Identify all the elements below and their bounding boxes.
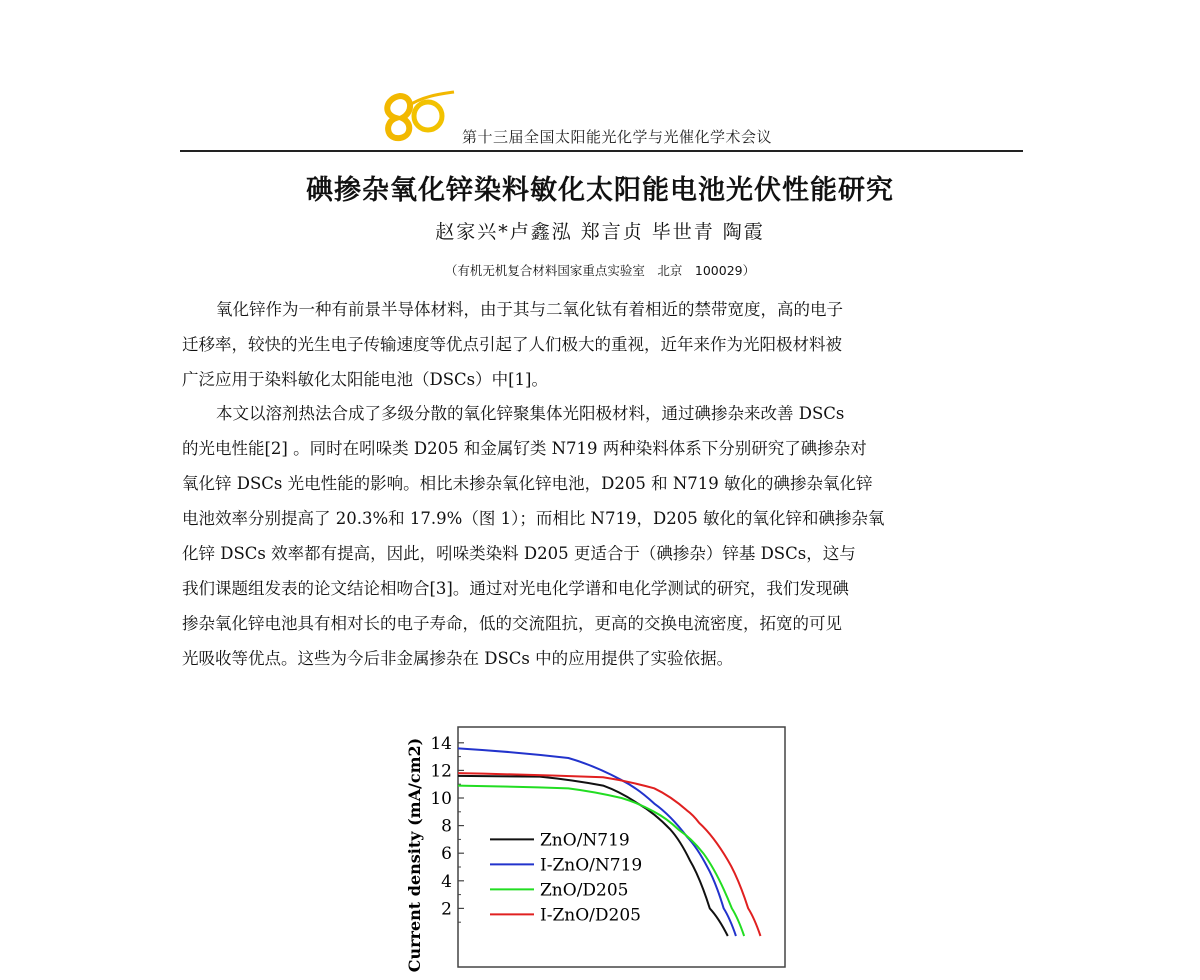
- y-tick-label: 12: [430, 761, 452, 782]
- text-line: 氧化锌作为一种有前景半导体材料，由于其与二氧化钛有着相近的禁带宽度，高的电子: [216, 300, 843, 319]
- y-axis-label: Current density (mA/cm2): [405, 737, 424, 973]
- paragraph-body: [182, 396, 1022, 676]
- y-tick-label: 2: [441, 899, 452, 920]
- jv-curve-chart: [380, 720, 800, 980]
- paragraph-intro: [182, 292, 1022, 397]
- affiliation: （有机无机复合材料国家重点实验室 北京 100029）: [444, 263, 756, 278]
- conference-logo: [378, 88, 458, 144]
- y-tick-label: 14: [430, 733, 452, 754]
- legend-label: ZnO/N719: [540, 830, 630, 851]
- legend-label: ZnO/D205: [540, 880, 629, 901]
- text-line: 化锌 DSCs 效率都有提高，因此，吲哚类染料 D205 更适合于（碘掺杂）锌基 DSCs，这与: [182, 544, 856, 563]
- authors: 赵家兴*卢鑫泓 郑言贞 毕世青 陶霞: [435, 221, 765, 243]
- text-line: 掺杂氧化锌电池具有相对长的电子寿命，低的交流阻抗，更高的交换电流密度，拓宽的可见: [182, 614, 842, 633]
- conference-name: 第十三届全国太阳能光化学与光催化学术会议: [462, 128, 773, 146]
- text-line: 电池效率分别提高了 20.3%和 17.9%（图 1）；而相比 N719，D205 敏化的氧化锌和碘掺杂氧: [182, 509, 885, 528]
- text-line: 迁移率，较快的光生电子传输速度等优点引起了人们极大的重视，近年来作为光阳极材料被: [182, 335, 842, 354]
- text-line: 氧化锌 DSCs 光电性能的影响。相比未掺杂氧化锌电池，D205 和 N719 敏化的碘掺杂氧化锌: [182, 474, 873, 493]
- text-line: 我们课题组发表的论文结论相吻合[3]。通过对光电化学谱和电化学测试的研究，我们发现碘: [182, 579, 849, 598]
- header-divider: [180, 150, 1023, 152]
- paper-title: 碘掺杂氧化锌染料敏化太阳能电池光伏性能研究: [306, 175, 894, 206]
- text-line: 的光电性能[2] 。同时在吲哚类 D205 和金属钌类 N719 两种染料体系下分别研究了碘掺杂对: [182, 439, 867, 458]
- text-line: 广泛应用于染料敏化太阳能电池（DSCs）中[1]。: [182, 370, 548, 389]
- y-tick-label: 6: [441, 844, 452, 865]
- legend-label: I-ZnO/N719: [540, 855, 643, 876]
- text-line: 本文以溶剂热法合成了多级分散的氧化锌聚集体光阳极材料，通过碘掺杂来改善 DSCs: [216, 404, 845, 423]
- legend-label: I-ZnO/D205: [540, 905, 641, 926]
- y-tick-label: 4: [441, 871, 452, 892]
- y-tick-label: 8: [441, 816, 452, 837]
- text-line: 光吸收等优点。这些为今后非金属掺杂在 DSCs 中的应用提供了实验依据。: [182, 649, 734, 668]
- y-tick-label: 10: [430, 789, 452, 809]
